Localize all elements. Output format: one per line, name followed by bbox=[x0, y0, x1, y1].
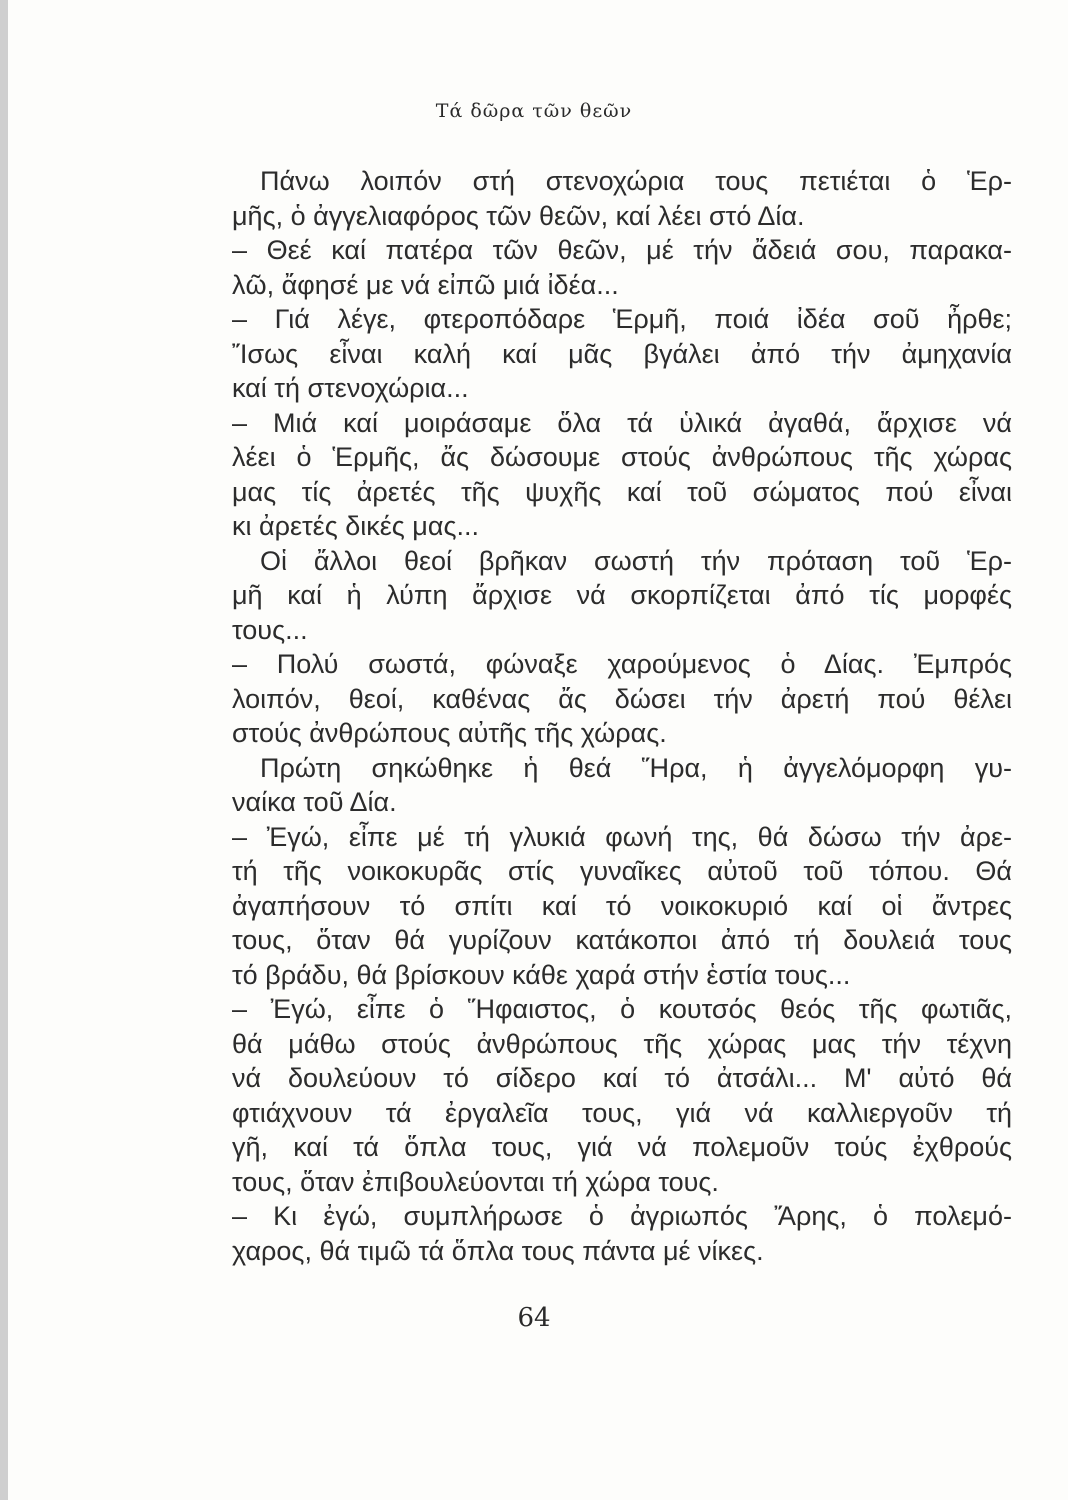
text-line: ναίκα τοῦ Δία. bbox=[232, 787, 397, 817]
text-line: θά μάθω στούς ἀνθρώπους τῆς χώρας μας τήν τέχνη bbox=[232, 1028, 1012, 1059]
text-line: Πάνω λοιπόν στή στενοχώρια τους πετιέται ὁ Ἑρ- bbox=[260, 166, 1012, 196]
text-line: – Μιά καί μοιράσαμε ὅλα τά ὑλικά ἀγαθά, ἄρχισε νά bbox=[232, 407, 1012, 438]
text-line: καί τή στενοχώρια... bbox=[232, 373, 469, 403]
text-line: – Πολύ σωστά, φώναξε χαρούμενος ὁ Δίας. Ἐμπρός bbox=[232, 649, 1012, 679]
text-line: Πρώτη σηκώθηκε ἡ θεά Ἥρα, ἡ ἀγγελόμορφη γυ- bbox=[260, 752, 1012, 783]
text-line: νά δουλεύουν τό σίδερο καί τό ἀτσάλι... Μ' αὐτό θά bbox=[232, 1063, 1012, 1093]
text-line: μῆ καί ἡ λύπη ἄρχισε νά σκορπίζεται ἀπό τίς μορφές bbox=[232, 580, 1012, 610]
text-line: – Ἐγώ, εἶπε ὁ Ἥφαιστος, ὁ κουτσός θεός τῆς φωτιᾶς, bbox=[232, 994, 1012, 1024]
text-line: λέει ὁ Ἑρμῆς, ἄς δώσουμε στούς ἀνθρώπους τῆς χώρας bbox=[232, 442, 1012, 472]
text-line: κι ἀρετές δικές μας... bbox=[232, 511, 479, 541]
page-gutter-shadow bbox=[0, 0, 8, 1500]
text-line: χαρος, θά τιμῶ τά ὅπλα τους πάντα μέ νίκες. bbox=[232, 1235, 764, 1266]
text-line: Ἴσως εἶναι καλή καί μᾶς βγάλει ἀπό τήν ἀμηχανία bbox=[232, 338, 1012, 369]
text-line: – Κι ἐγώ, συμπλήρωσε ὁ ἀγριωπός Ἄρης, ὁ πολεμό- bbox=[232, 1201, 1012, 1231]
text-line: φτιάχνουν τά ἐργαλεῖα τους, γιά νά καλλιεργοῦν τή bbox=[232, 1097, 1012, 1128]
text-line: – Γιά λέγε, φτεροπόδαρε Ἑρμῆ, ποιά ἰδέα σοῦ ἦρθε; bbox=[232, 304, 1012, 334]
text-line: μῆς, ὁ ἀγγελιαφόρος τῶν θεῶν, καί λέει στό Δία. bbox=[232, 200, 805, 231]
text-line: – Ἐγώ, εἶπε μέ τή γλυκιά φωνή της, θά δώσω τήν ἀρε- bbox=[232, 821, 1012, 852]
page-number: 64 bbox=[517, 1303, 551, 1333]
text-line: ἀγαπήσουν τό σπίτι καί τό νοικοκυριό καί οἱ ἄντρες bbox=[232, 890, 1012, 921]
text-line: λοιπόν, θεοί, καθένας ἄς δώσει τήν ἀρετή πού θέλει bbox=[232, 683, 1012, 714]
text-line: στούς ἀνθρώπους αὐτῆς τῆς χώρας. bbox=[232, 718, 667, 748]
running-head: Τά δῶρα τῶν θεῶν bbox=[435, 100, 633, 122]
text-line: τους, ὅταν ἐπιβουλεύονται τή χώρα τους. bbox=[232, 1166, 719, 1197]
text-line: γῆ, καί τά ὅπλα τους, γιά νά πολεμοῦν τούς ἐχθρούς bbox=[232, 1132, 1012, 1162]
text-line: λῶ, ἄφησέ με νά εἰπῶ μιά ἰδέα... bbox=[232, 269, 619, 300]
text-line: τό βράδυ, θά βρίσκουν κάθε χαρά στήν ἑστία τους... bbox=[232, 959, 851, 990]
text-line: Οἱ ἄλλοι θεοί βρῆκαν σωστή τήν πρόταση τοῦ Ἑρ- bbox=[260, 545, 1012, 576]
text-line: τους... bbox=[232, 614, 308, 645]
body-text bbox=[232, 164, 1012, 1268]
text-line: – Θεέ καί πατέρα τῶν θεῶν, μέ τήν ἄδειά σου, παρακα- bbox=[232, 235, 1012, 265]
text-line: μας τίς ἀρετές τῆς ψυχῆς καί τοῦ σώματος πού εἶναι bbox=[232, 476, 1012, 507]
text-line: τους, ὅταν θά γυρίζουν κατάκοποι ἀπό τή δουλειά τους bbox=[232, 925, 1012, 955]
text-line: τή τῆς νοικοκυρᾶς στίς γυναῖκες αὐτοῦ τοῦ τόπου. Θά bbox=[232, 856, 1012, 886]
